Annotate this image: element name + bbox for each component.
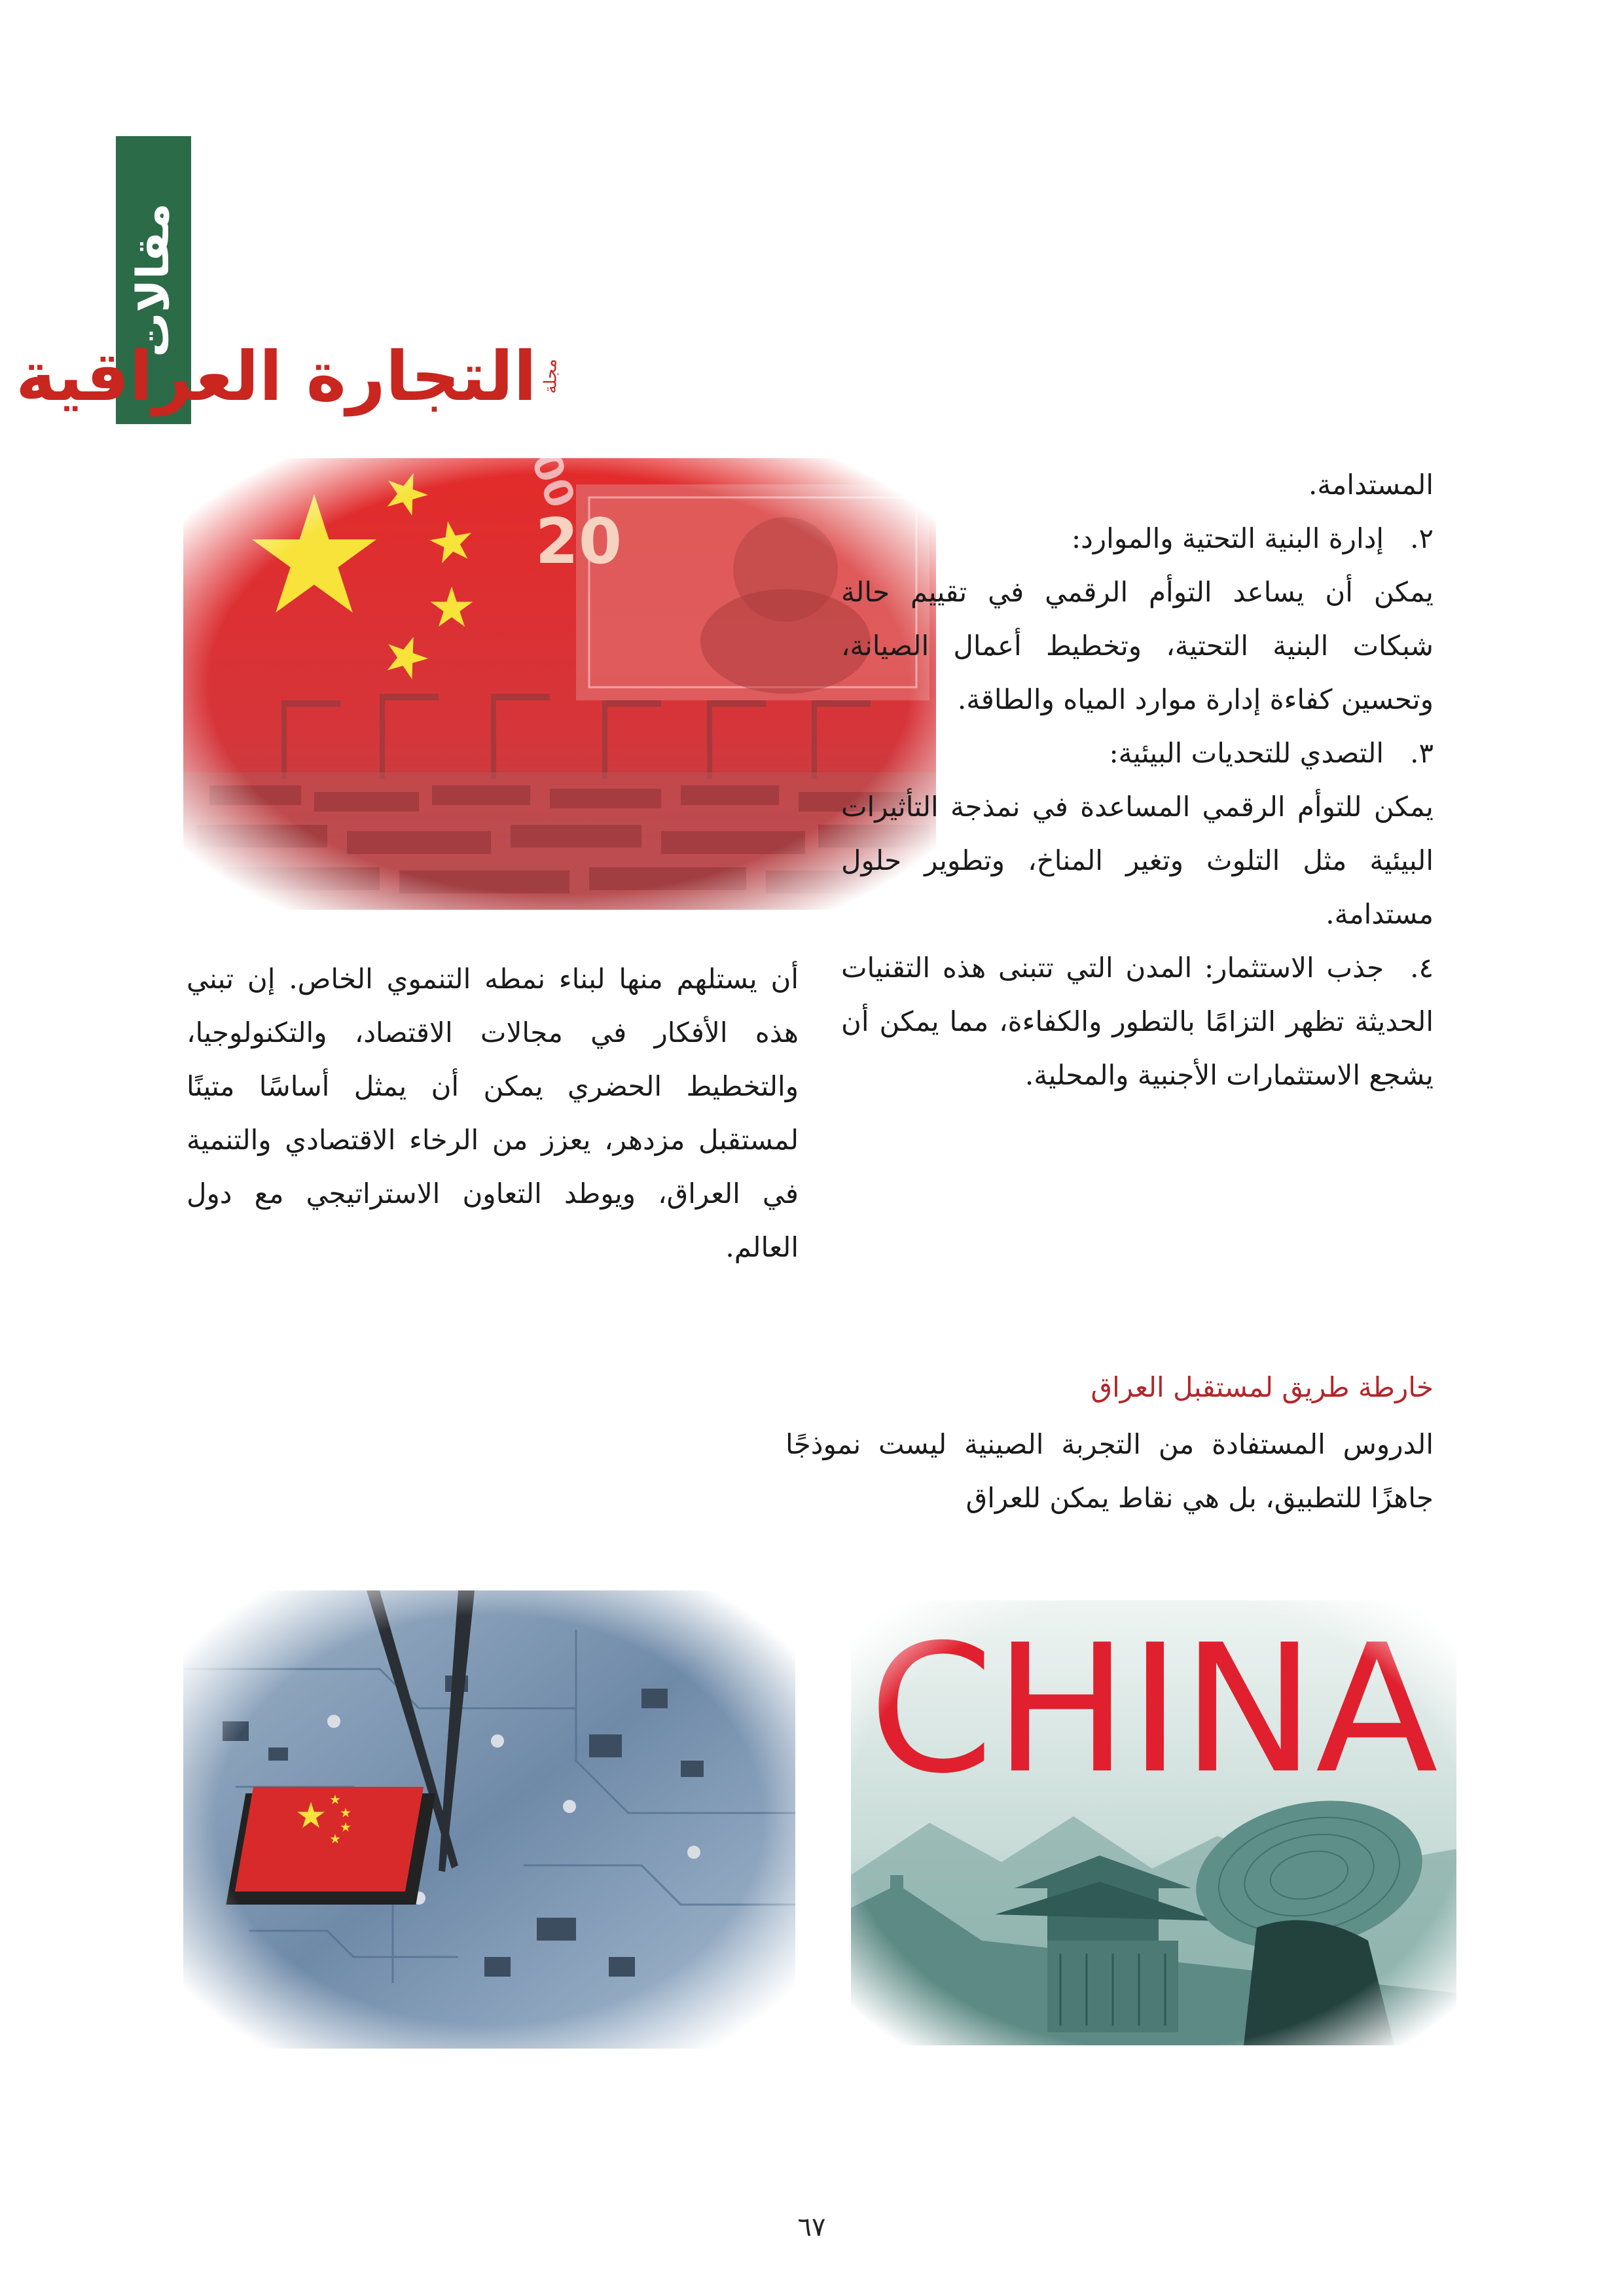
right-column-lead: المستدامة. [1308,469,1434,501]
masthead [16,331,563,422]
list-item-heading [841,941,1434,1102]
list-item-heading [841,726,1434,780]
list-item-heading [841,512,1434,565]
left-column [187,952,799,1274]
left-column-text: أن يستلهم منها لبناء نمطه التنموي الخاص. إن تبني هذه الأفكار في مجالات الاقتصاد، والتكنولوجيا، والتخطيط الحضري يمكن أن يمثل أساسًا متينًا لمستقبل مزدهر، يعزز من الرخاء الاقتصادي والتنمية في العراق، ويوطد التعاون الاستراتيجي مع دول العالم. [187,963,799,1263]
list-item-text-inline: المدن التي تتبنى هذه التقنيات الحديثة تظهر التزامًا بالتطور والكفاءة، مما يمكن أن يشجع الاستثمارات الأجنبية والمحلية. [841,952,1434,1091]
china-flag-port-image [183,458,936,910]
page-number: ٦٧ [797,2212,826,2242]
roadmap-section [785,1361,1434,1525]
roadmap-heading: خارطة طريق لمستقبل العراق [1091,1371,1434,1403]
right-column [841,458,1434,1102]
roadmap-text: الدروس المستفادة من التجربة الصينية ليست نموذجًا جاهزًا للتطبيق، بل هي نقاط يمكن للعراق [785,1428,1434,1514]
list-item-title: التصدي للتحديات البيئية: [1109,737,1384,769]
list-item-title: جذب الاستثمار: [1204,952,1384,984]
magazine-prefix [539,347,563,406]
list-item-number: ٢. [1410,522,1434,554]
list-item-text: يمكن أن يساعد التوأم الرقمي في تقييم حالة شبكات البنية التحتية، وتخطيط أعمال الصيانة، وتحسين كفاءة إدارة موارد المياه والطاقة. [841,576,1434,715]
list-item-title: إدارة البنية التحتية والموارد: [1072,522,1384,554]
china-poster-image [851,1600,1456,2045]
magazine-prefix-text: مجلة [541,359,561,394]
list-item-number: ٤. [1410,952,1434,984]
china-chip-image [183,1590,795,2049]
list-item-number: ٣. [1410,737,1434,769]
list-item-text: يمكن للتوأم الرقمي المساعدة في نمذجة التأثيرات البيئية مثل التلوث وتغير المناخ، وتطوير حلول مستدامة. [841,791,1434,930]
magazine-title: التجارة العراقية [16,336,537,416]
section-tab-label: مقالات [128,203,179,357]
